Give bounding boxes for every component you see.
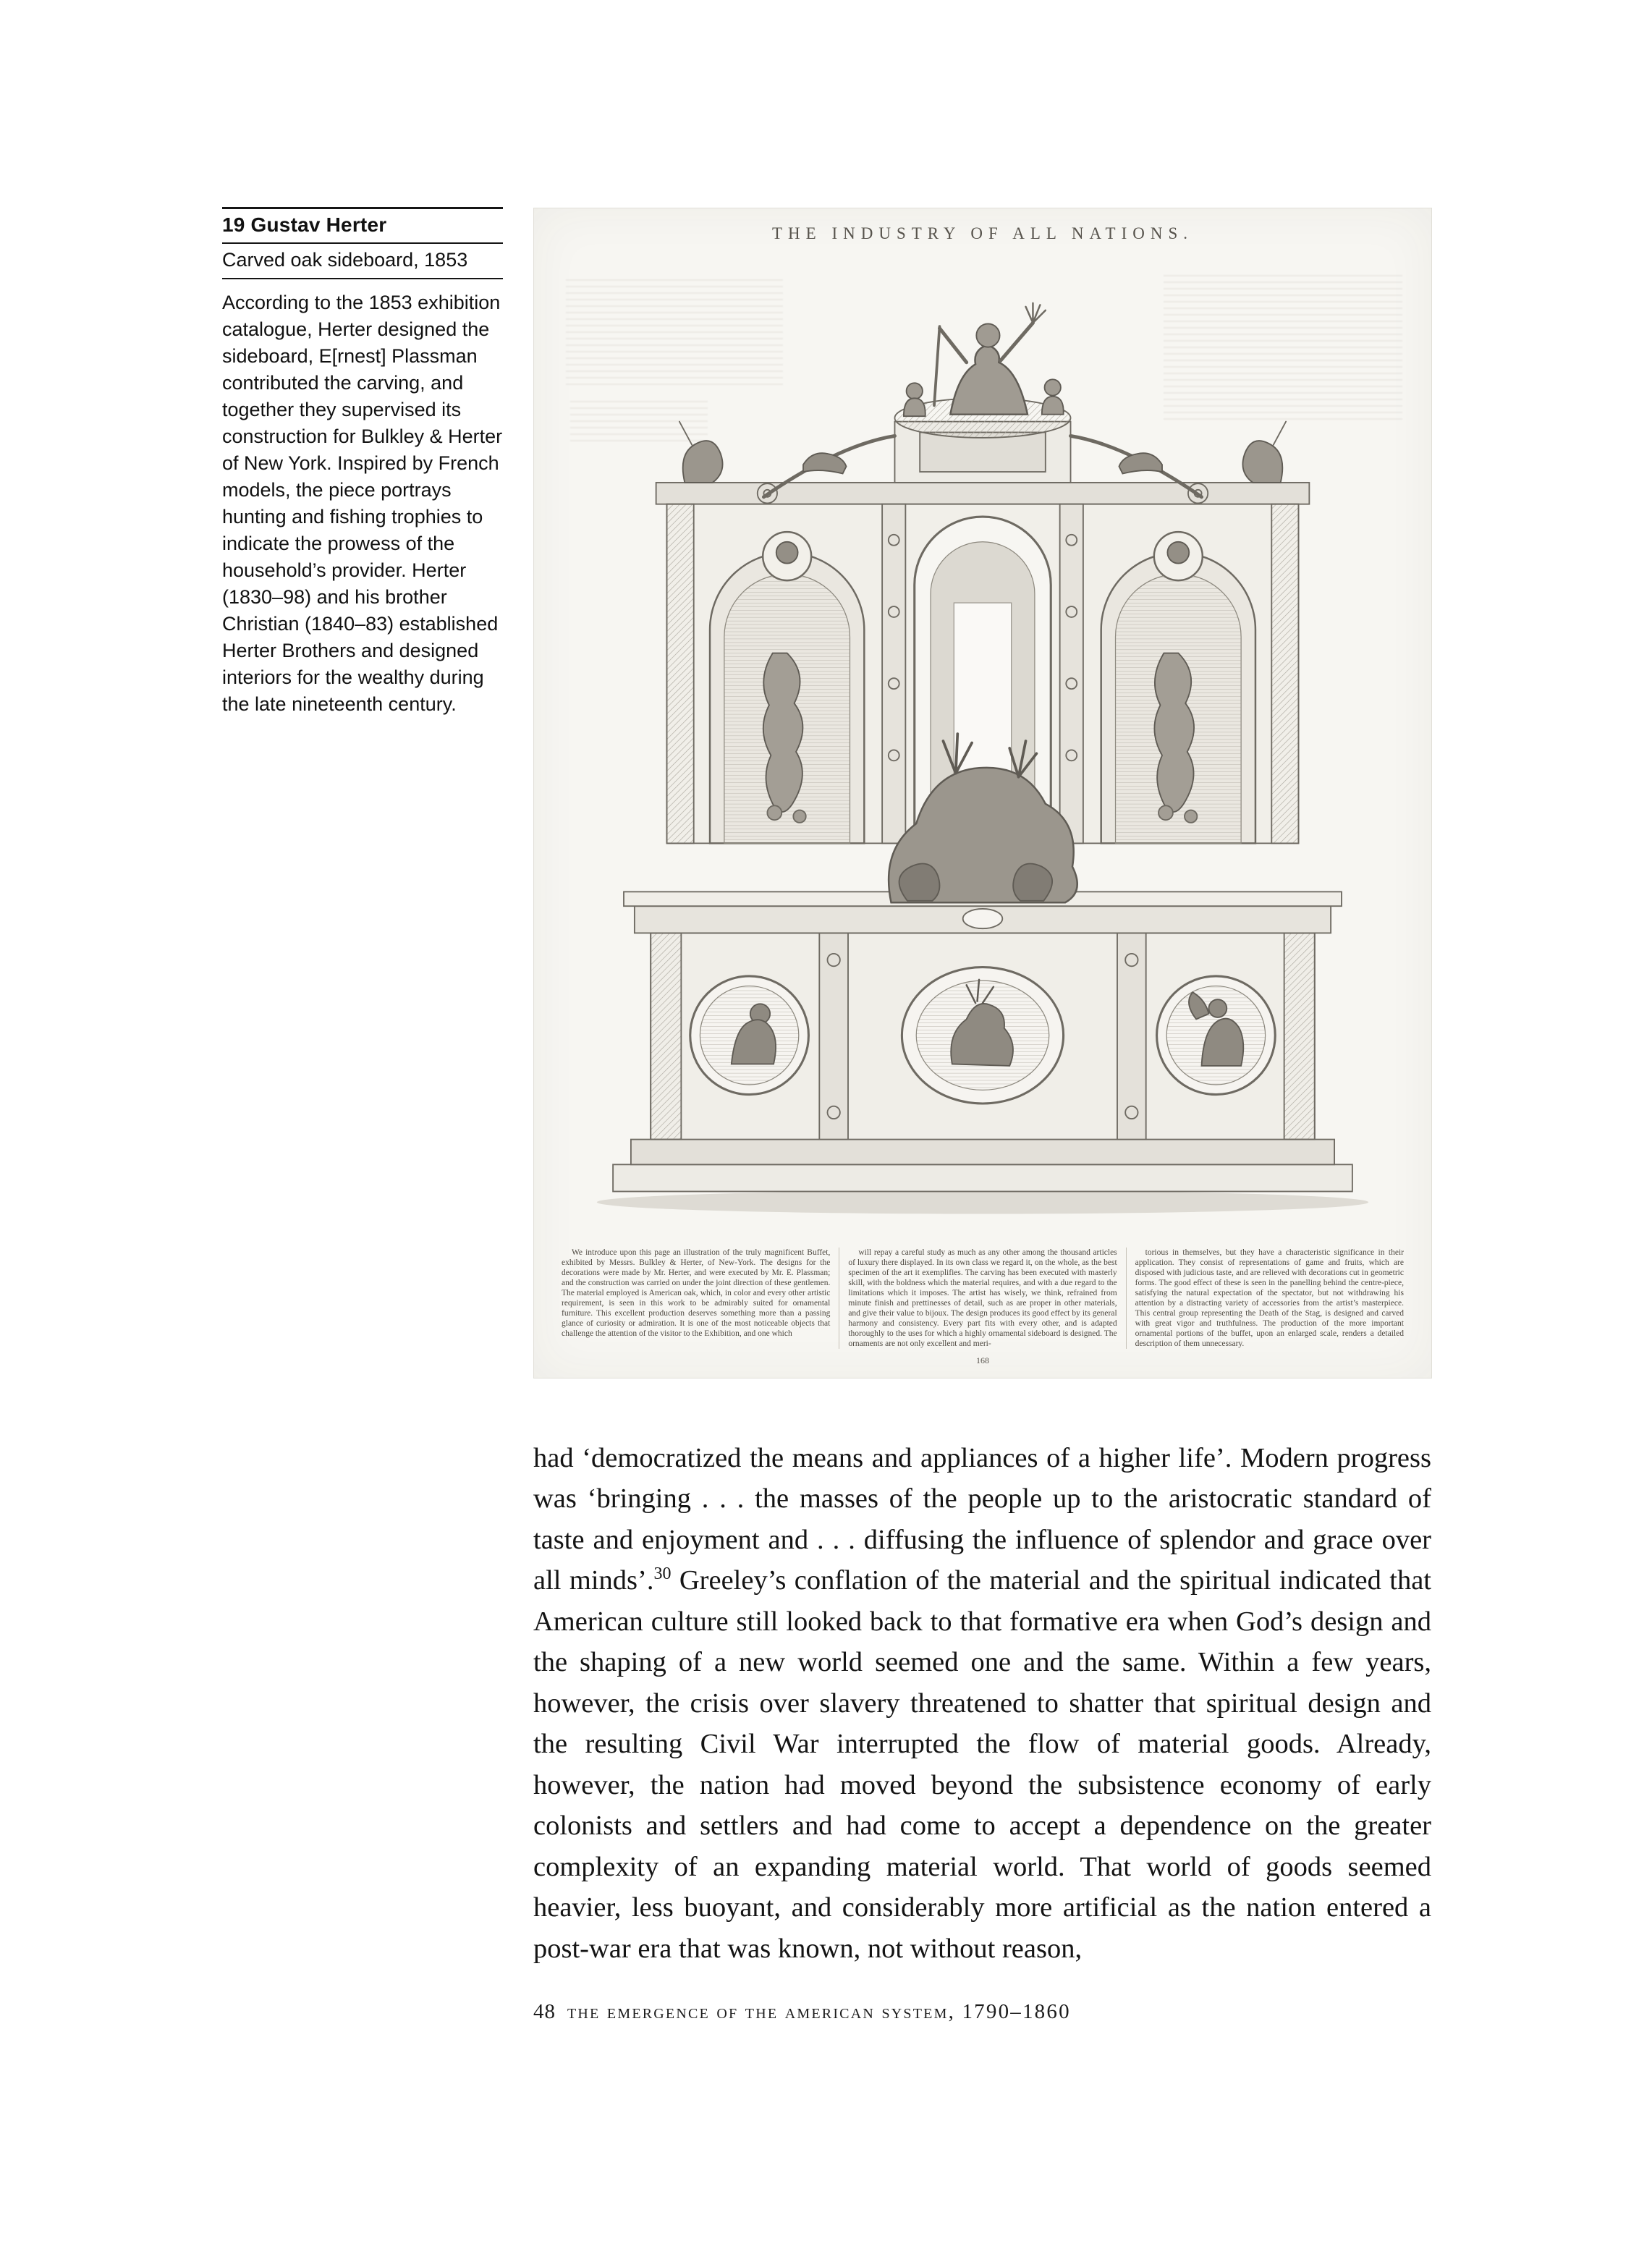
caption-subtitle: Carved oak sideboard, 1853 [222, 249, 468, 271]
plate-running-head: THE INDUSTRY OF ALL NATIONS. [772, 224, 1193, 242]
caption-number-title: 19 Gustav Herter [222, 213, 387, 236]
footnote-reference: 30 [653, 1564, 672, 1584]
print-bleedthrough-small [570, 401, 708, 441]
plate-column-2: will repay a careful study as much as any other among the thousand articles of luxury there displayed. In its own class we regard it, on the whole, as the best specimen of the art it exemplifies. The carving has been executed with masterly skill, with the boldness which the material requires, and with a due regard to the limitations which it imposes. The artist has wisely, we think, refrained from minute finish and prettinesses of detail, such as are proper in other materials, and give their value to bijoux. The design produces its good effect by its general harmony and consistency. Every part fits with every other, and is adapted thoroughly to the uses for which a highly ornamental sideboard is designed. The ornaments are not only excellent and meri- [839, 1248, 1125, 1349]
plate-text-columns [534, 1243, 1431, 1349]
body-text-part2: Greeley’s conflation of the material and the spiritual indicated that American culture still looked back to that formative era when God’s design and the shaping of a new world seemed one and the same. Within a few years, however, the crisis over slavery threatened to shatter that spiritual design and the resulting Civil War interrupted the flow of material goods. Already, however, the nation had moved beyond the subsistence economy of early colonists and settlers and had come to accept a dependence on the greater complexity of an expanding material world. That world of goods seemed heavier, less buoyant, and considerably more artificial as the nation entered a post-war era that was known, not without reason, [533, 1565, 1431, 1964]
sideboard-engraving-area [534, 246, 1431, 1243]
body-paragraph [533, 1438, 1431, 1970]
plate-page-number: 168 [976, 1355, 989, 1365]
figure-caption [222, 207, 503, 718]
print-bleedthrough-left [566, 279, 783, 388]
caption-body-text: According to the 1853 exhibition catalogue, Herter designed the sideboard, E[rnest] Plassman contributed the carving, and together they supervised its construction for Bulkley & Herter of New York. Inspired by French models, the piece portrays hunting and fishing trophies to indicate the prowess of the household’s provider. Herter (1830–98) and his brother Christian (1840–83) established Herter Brothers and designed interiors for the wealthy during the late nineteenth century. [222, 292, 503, 715]
plate-column-3: torious in themselves, but they have a characteristic significance in their application. They consist of representations of game and fruits, which are disposed with judicious taste, and are relieved with decorations cut in geometric forms. The good effect of these is seen in the panelling behind the centre-piece, satisfying the natural expectation of the spectator, but not withdrawing his attention by a distracting variety of accessories from the artist’s masterpiece. This central group representing the Death of the Stag, is designed and carved with great vigor and truthfulness. The production of the more important ornamental portions of the buffet, upon an enlarged scale, renders a detailed description of them unnecessary. [1126, 1248, 1412, 1349]
engraving-plate [533, 208, 1432, 1378]
plate-column-1: We introduce upon this page an illustration of the truly magnificent Buffet, exhibited by Messrs. Bulkley & Herter, of New-York. The designs for the decorations were made by Mr. Herter, and were executed by Mr. E. Plassman; and the construction was carried on under the joint direction of these gentlemen. The material employed is American oak, which, in color and every other artistic requirement, is seen in this work to be admirably suited for ornamental furniture. This excellent production deserves something more than a passing glance of curiosity or admiration. It is one of the most noticeable objects that challenge the attention of the visitor to the Exhibition, and one which [562, 1248, 831, 1338]
footer-running-title: the emergence of the american system, 1790–1860 [567, 2000, 1071, 2023]
print-bleedthrough-right [1164, 275, 1402, 423]
body-text-part1: had ‘democratized the means and appliances of a higher life’. Modern progress was ‘bringing . . . the masses of the people up to the aristocratic standard of taste and enjoyment and . . . diffusing the influence of splendor and grace over all minds’. [533, 1442, 1431, 1596]
page-footer [533, 2000, 1071, 2024]
footer-page-number: 48 [533, 2000, 556, 2023]
